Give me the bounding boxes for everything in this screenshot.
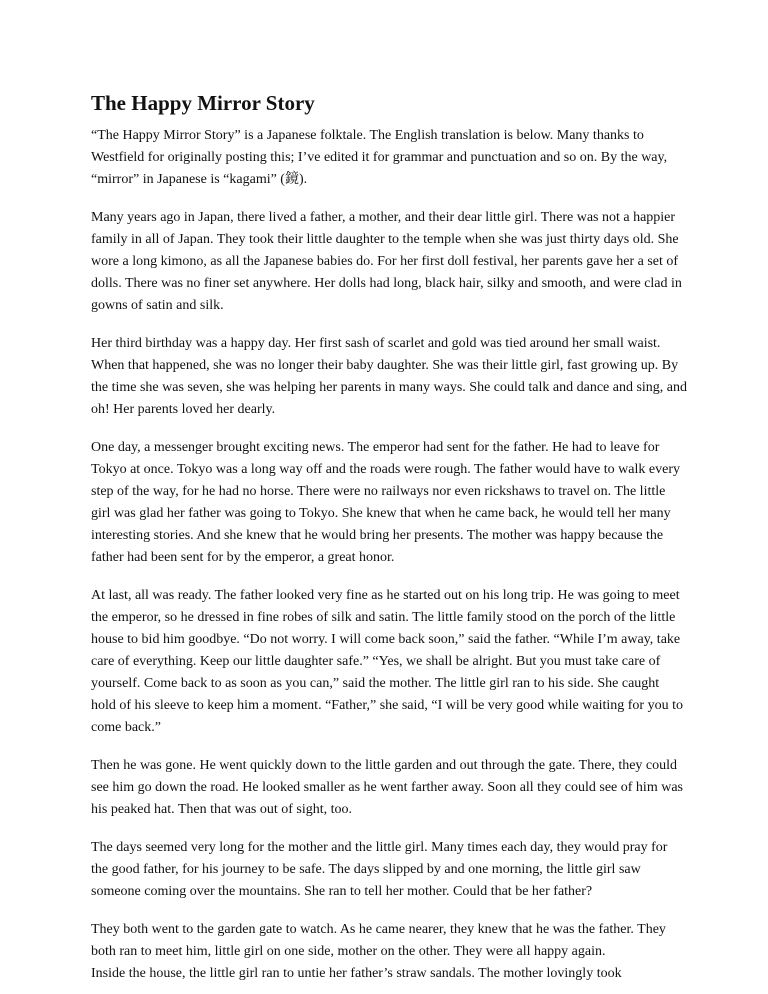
paragraph-return: They both went to the garden gate to watch. As he came nearer, they knew that he was the father. They both ran to meet him, little girl on one side, mother on the other. They were all happy again. [91, 922, 666, 959]
paragraph-gone: Then he was gone. He went quickly down to the little garden and out through the gate. There, they could see him go down the road. He looked smaller as he went farther away. Soon all they could see of him was his peaked hat. Then that was out of sight, too. [91, 758, 683, 817]
paragraph-family: Many years ago in Japan, there lived a father, a mother, and their dear little girl. There was not a happier family in all of Japan. They took their little daughter to the temple when she was just thirty days old. She wore a long kimono, as all the Japanese babies do. For her first doll festival, her parents gave her a set of dolls. There was no finer set anywhere. Her dolls had long, black hair, silky and smooth, and were clad in gowns of satin and silk. [91, 210, 682, 313]
document-title: The Happy Mirror Story [91, 91, 315, 115]
paragraph-departure: At last, all was ready. The father looked very fine as he started out on his long trip. He was going to meet the emperor, so he dressed in fine robes of silk and satin. The little family stood on the porch of the little house to bid him goodbye. “Do not worry. I will come back soon,” said the father. “While I’m away, take care of everything. Keep our little daughter safe.” “Yes, we shall be alright. But you must take care of yourself. Come back to as soon as you can,” said the mother. The little girl ran to his side. She caught hold of his sleeve to keep him a moment. “Father,” she said, “I will be very good while waiting for you to come back.” [91, 588, 683, 735]
paragraph-waiting: The days seemed very long for the mother and the little girl. Many times each day, they would pray for the good father, for his journey to be safe. The days slipped by and one morning, the little girl saw someone coming over the mountains. She ran to tell her mother. Could that be her father? [91, 840, 668, 899]
paragraph-third-birthday: Her third birthday was a happy day. Her first sash of scarlet and gold was tied around her small waist. When that happened, she was no longer their baby daughter. She was their little girl, fast growing up. By the time she was seven, she was helping her parents in many ways. She could talk and dance and sing, and oh! Her parents loved her dearly. [91, 336, 688, 417]
paragraph-messenger: One day, a messenger brought exciting news. The emperor had sent for the father. He had to leave for Tokyo at once. Tokyo was a long way off and the roads were rough. The father would have to walk every step of the way, for he had no horse. There were no railways nor even rickshaws to travel on. The little girl was glad her father was going to Tokyo. She knew that when he came back, he would tell her many interesting stories. And she knew that he would bring her presents. The mother was happy because the father had been sent for by the emperor, a great honor. [91, 440, 680, 565]
paragraph-inside-house: Inside the house, the little girl ran to untie her father’s straw sandals. The mother lovingly took [91, 966, 622, 981]
document-body [91, 90, 687, 985]
paragraph-intro: “The Happy Mirror Story” is a Japanese folktale. The English translation is below. Many thanks to Westfield for originally posting this; I’ve edited it for grammar and punctuation and so on. By the way, “mirror” in Japanese is “kagami” (鏡). [91, 128, 668, 187]
